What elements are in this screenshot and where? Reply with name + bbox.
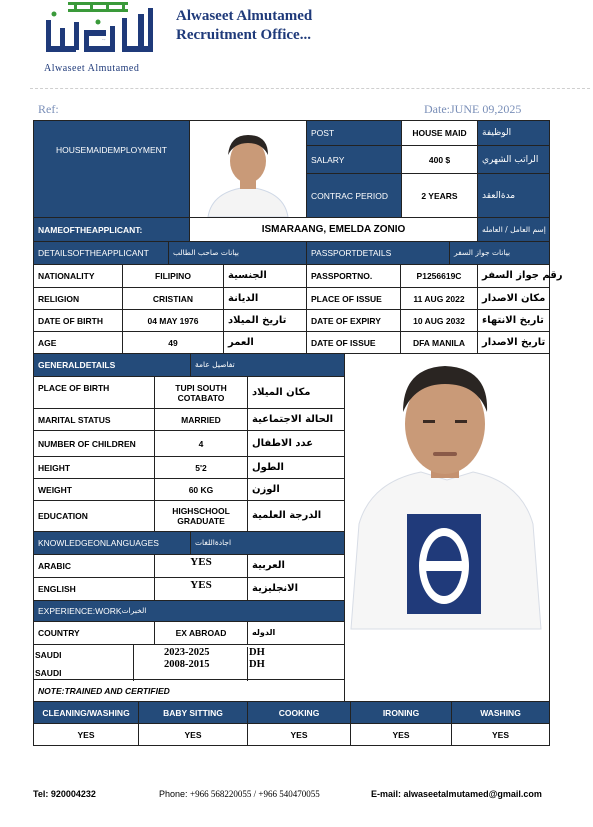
skill-value: YES [247,723,351,746]
general-arabic: مكان الميلاد [247,376,345,409]
passport-header-arabic: بيانات جواز السفر [449,241,550,265]
applicant-photo-large [344,353,550,702]
detail-label: DATE OF BIRTH [33,309,123,332]
contract-arabic: مدةالعقد [477,173,550,218]
passport-value: 10 AUG 2032 [400,309,478,332]
general-value: MARRIED [154,408,248,431]
country-arabic: الدوله [247,621,345,645]
passport-arabic: تاريخ الانتهاء [477,309,550,332]
general-arabic: عدد الاطفال [247,430,345,457]
language-label: ENGLISH [33,577,155,601]
exp-divider [247,647,248,681]
country-label: COUNTRY [33,621,155,645]
contract-label: CONTRAC PERIOD [306,173,402,218]
salary-value: 400 $ [401,145,478,174]
skill-header: CLEANING/WASHING [33,701,139,724]
general-label: EDUCATION [33,500,155,532]
general-label: WEIGHT [33,478,155,501]
post-label: POST [306,120,402,146]
general-value: HIGHSCHOOL GRADUATE [154,500,248,532]
phone-label: Phone: [159,789,188,799]
passport-arabic: مكان الاصدار [477,287,550,310]
exp-period: 2008-2015 [164,659,210,670]
skill-value: YES [350,723,452,746]
post-arabic: الوظيفة [477,120,550,146]
exp-country: SAUDI [35,668,62,678]
contract-value: 2 YEARS [401,173,478,218]
general-value: 60 KG [154,478,248,501]
general-value: TUPI SOUTH COTABATO [154,376,248,409]
email-value[interactable]: alwaseetalmutamed@gmail.com [403,789,542,799]
detail-label: RELIGION [33,287,123,310]
footer-phone [159,789,320,799]
post-value: HOUSE MAID [401,120,478,146]
detail-arabic: الجنسية [223,264,307,288]
skill-header: COOKING [247,701,351,724]
logo-arabic-text: الوسيط [102,40,106,41]
exp-country: SAUDI [35,650,62,660]
languages-header: KNOWLEDGEONLANGUAGES [33,531,191,555]
experience-header-arabic: الخبرات [121,606,147,615]
employment-type-text: HOUSEMAIDEMPLOYMENT [56,145,167,155]
person-portrait-icon [190,121,306,217]
company-name: Alwaseet Almutamed [176,8,313,24]
detail-value: 49 [122,331,224,354]
company-subtitle: Recruitment Office... [176,27,311,43]
passport-value: 11 AUG 2022 [400,287,478,310]
skill-header: IRONING [350,701,452,724]
detail-label: NATIONALITY [33,264,123,288]
passport-label: DATE OF EXPIRY [306,309,401,332]
exp-city: DH [249,659,265,670]
skill-value: YES [33,723,139,746]
employment-type [33,120,190,218]
detail-value: CRISTIAN [122,287,224,310]
date-label: Date:JUNE 09,2025 [424,102,522,116]
passport-value: DFA MANILA [400,331,478,354]
detail-label: AGE [33,331,123,354]
general-label: HEIGHT [33,456,155,479]
general-label: NUMBER OF CHILDREN [33,430,155,457]
general-value: 4 [154,430,248,457]
general-arabic: الطول [247,456,345,479]
passport-label: PLACE OF ISSUE [306,287,401,310]
logo-caption: Alwaseet Almutamed [44,63,140,74]
general-label: PLACE OF BIRTH [33,376,155,409]
detail-arabic: العمر [223,331,307,354]
footer-email [371,789,542,799]
tel-value[interactable]: 920004232 [50,789,96,799]
passport-header: PASSPORTDETAILS [306,241,450,265]
name-arabic: إسم العامل / العامله [477,217,550,242]
person-full-portrait-icon [345,354,549,701]
passport-arabic: تاريخ الاصدار [477,331,550,354]
experience-header-text: EXPERIENCE:WORK [38,606,122,616]
general-value: 5'2 [154,456,248,479]
detail-value: 04 MAY 1976 [122,309,224,332]
email-label: E-mail: [371,789,402,799]
applicant-name: ISMARAANG, EMELDA ZONIO [189,217,478,242]
language-label: ARABIC [33,554,155,578]
applicant-photo-small [189,120,307,218]
experience-entries [33,644,345,680]
general-arabic: الدرجة العلمية [247,500,345,532]
language-value: YES [154,577,248,601]
salary-arabic: الراتب الشهري [477,145,550,174]
skill-header: WASHING [451,701,550,724]
passport-label: PASSPORTNO. [306,264,401,288]
language-value: YES [154,554,248,578]
general-arabic: الحالة الاجتماعية [247,408,345,431]
experience-header [33,600,345,622]
salary-label: SALARY [306,145,402,174]
tel-label: Tel: [33,789,49,799]
detail-arabic: الديانة [223,287,307,310]
detail-value: FILIPINO [122,264,224,288]
passport-arabic: رقم جواز السفر [477,264,550,288]
training-note: NOTE:TRAINED AND CERTIFIED [33,679,345,702]
languages-header-arabic: اجادةاللغات [190,531,345,555]
passport-label: DATE OF ISSUE [306,331,401,354]
general-label: MARITAL STATUS [33,408,155,431]
details-header: DETAILSOFTHEAPPLICANT [33,241,169,265]
exp-city: DH [249,647,265,658]
general-header: GENERALDETAILS [33,353,191,377]
general-header-arabic: تفاصيل عامة [190,353,345,377]
header-divider [30,88,590,89]
passport-value: P1256619C [400,264,478,288]
ref-label: Ref: [38,102,59,116]
exp-period: 2023-2025 [164,647,210,658]
skill-value: YES [138,723,248,746]
language-arabic: الانجليزية [247,577,345,601]
footer-tel [33,789,96,799]
language-arabic: العربية [247,554,345,578]
exp-divider [133,645,134,681]
phone-value[interactable]: +966 568220055 / +966 540470055 [190,789,320,799]
skill-value: YES [451,723,550,746]
name-label: NAMEOFTHEAPPLICANT: [33,217,190,242]
details-header-arabic: بيانات صاحب الطالب [168,241,307,265]
country-value: EX ABROAD [154,621,248,645]
detail-arabic: تاريخ الميلاد [223,309,307,332]
general-arabic: الوزن [247,478,345,501]
skill-header: BABY SITTING [138,701,248,724]
